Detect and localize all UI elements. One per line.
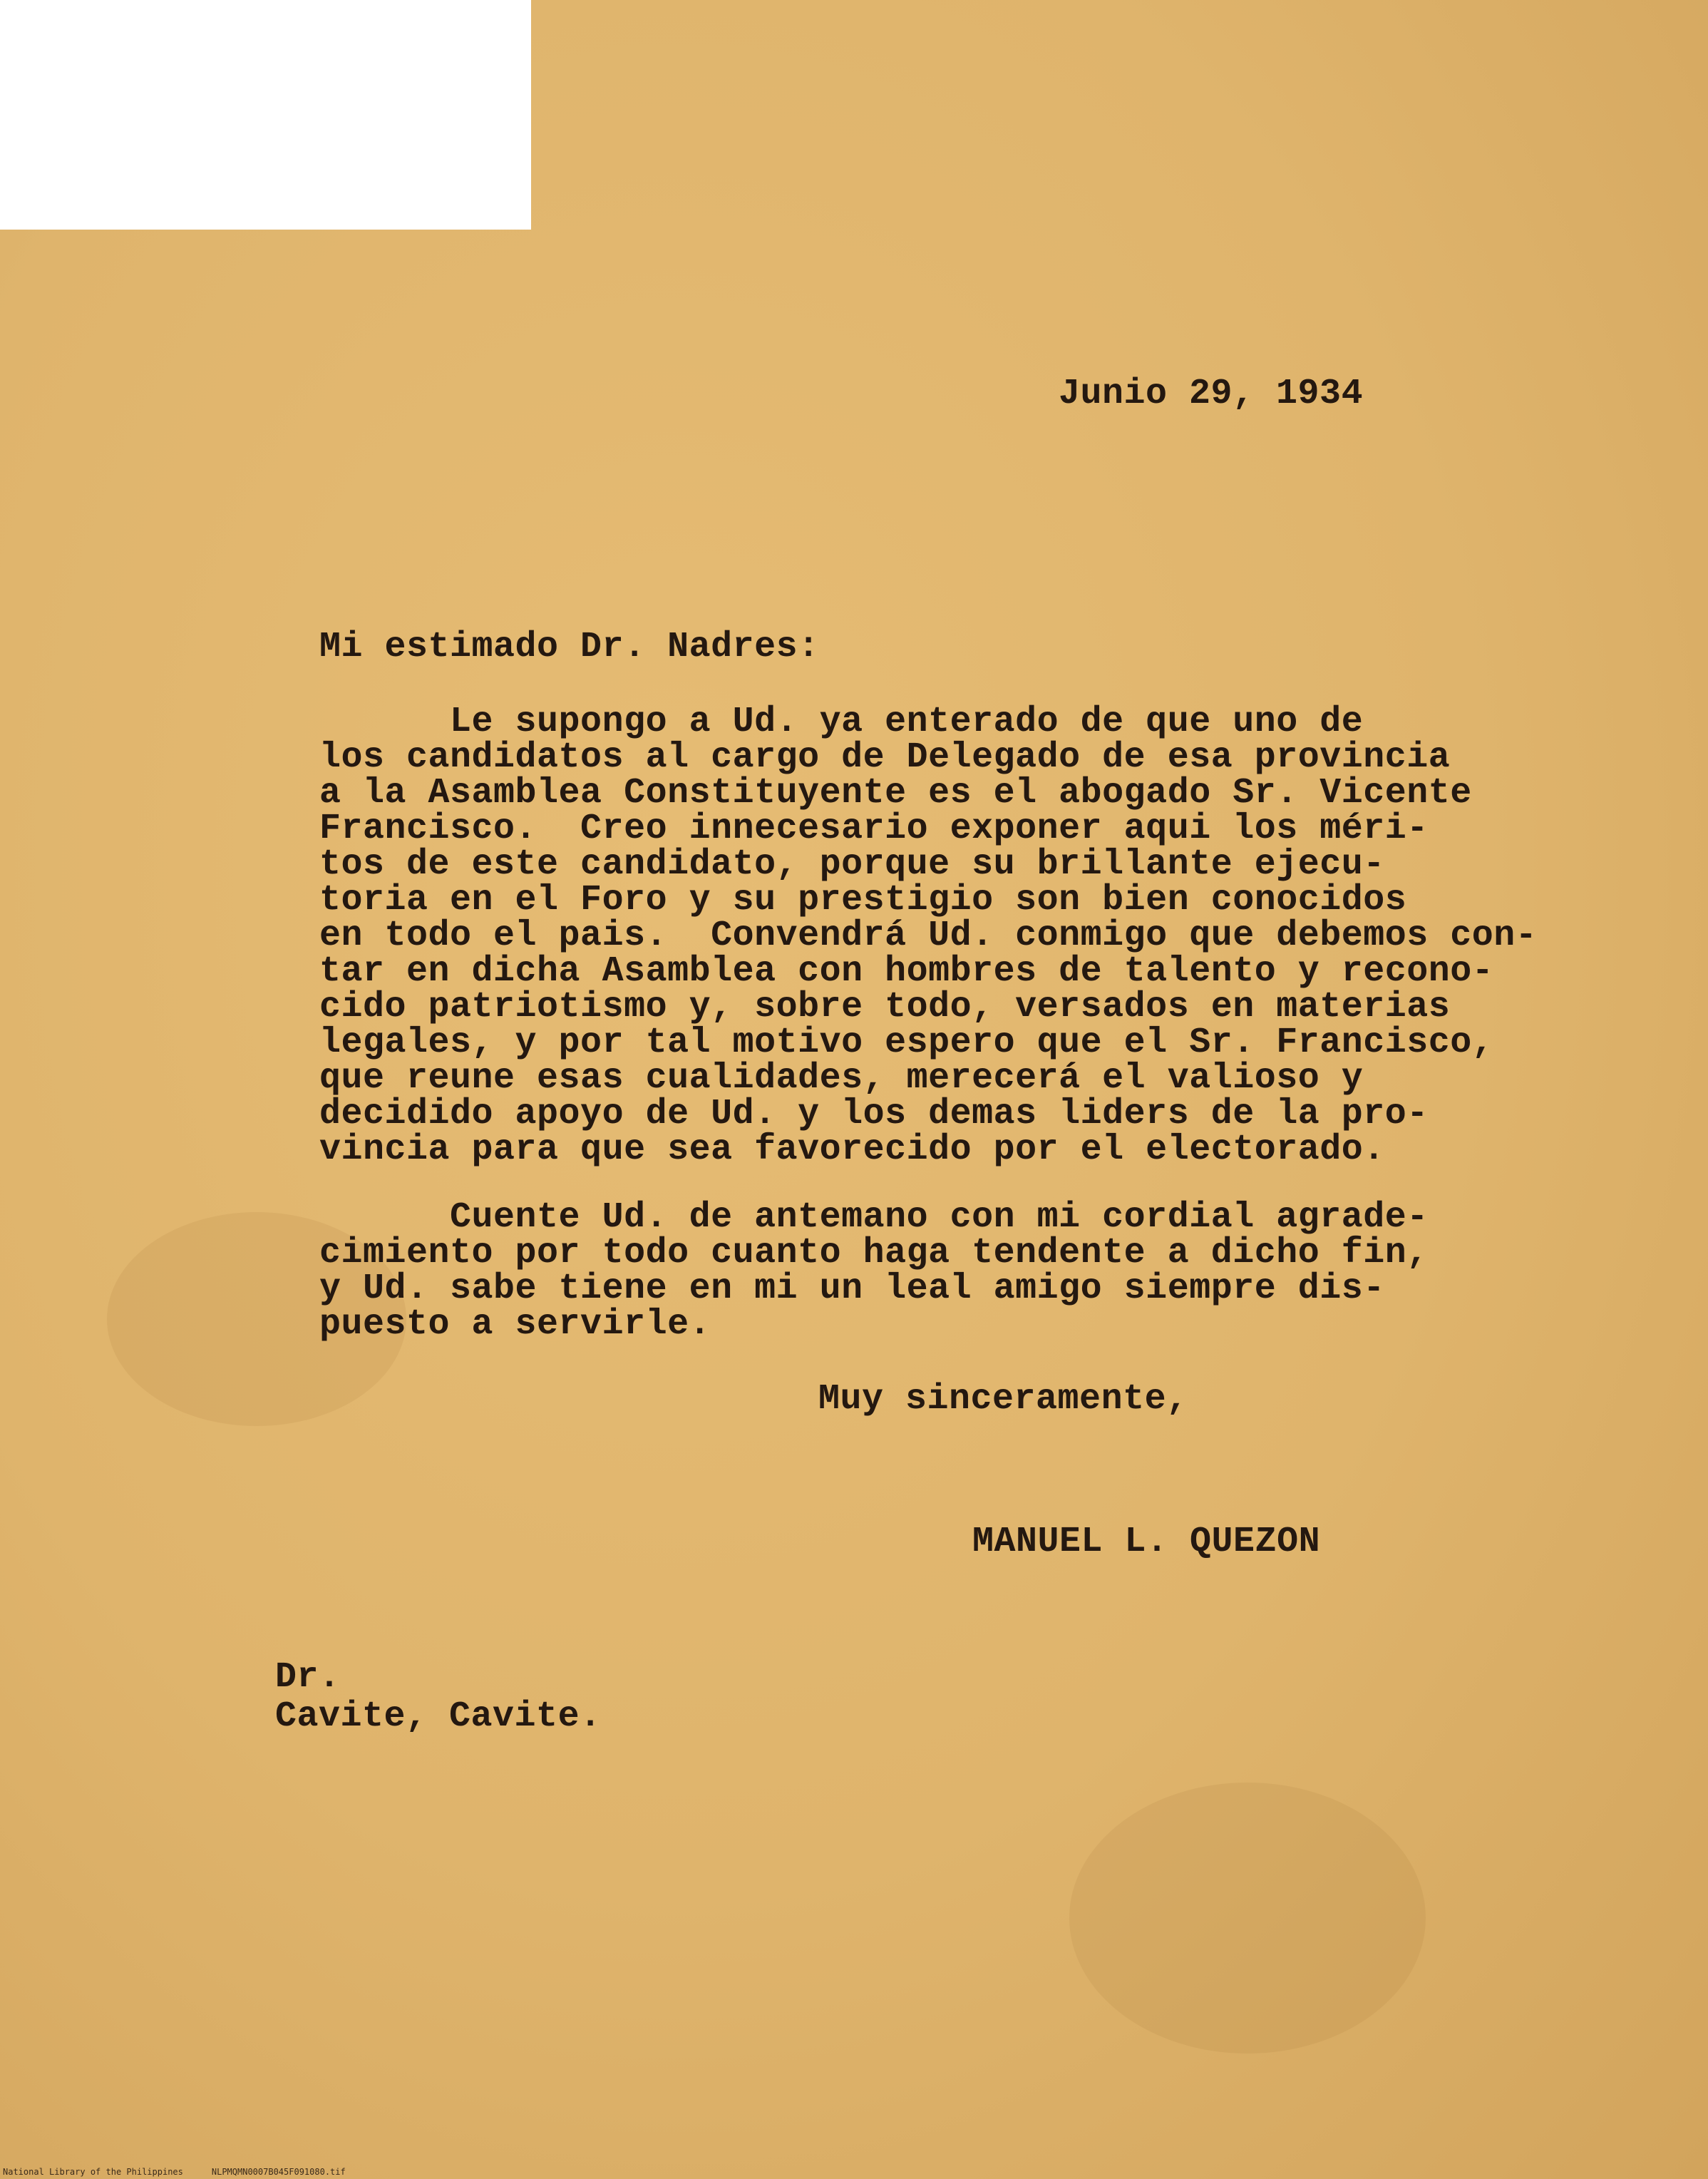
signature: MANUEL L. QUEZON xyxy=(972,1522,1321,1562)
paragraph-1-line: tos de este candidato, porque su brillante ejecu- xyxy=(319,844,1385,885)
letter-date: Junio 29, 1934 xyxy=(1059,374,1364,414)
footer-institution: National Library of the Philippines xyxy=(3,2167,183,2177)
paragraph-2-line: cimiento por todo cuanto haga tendente a dicho fin, xyxy=(319,1233,1429,1273)
recipient-line: Cavite, Cavite. xyxy=(275,1696,602,1737)
paragraph-2-line: y Ud. sabe tiene en mi un leal amigo siempre dis- xyxy=(319,1268,1385,1309)
archive-footer xyxy=(3,2167,346,2177)
paragraph-2-line: puesto a servirle. xyxy=(319,1304,711,1345)
salutation: Mi estimado Dr. Nadres: xyxy=(319,627,820,667)
footer-file-id: NLPMQMN0007B045F091080.tif xyxy=(211,2167,346,2177)
paragraph-1-line: vincia para que sea favorecido por el electorado. xyxy=(319,1129,1385,1170)
paragraph-1-line: Le supongo a Ud. ya enterado de que uno de xyxy=(319,702,1364,742)
paragraph-1-line: en todo el pais. Convendrá Ud. conmigo que debemos con- xyxy=(319,916,1538,956)
white-corner-patch xyxy=(0,0,531,230)
paragraph-1-line: legales, y por tal motivo espero que el Sr. Francisco, xyxy=(319,1022,1494,1063)
paragraph-1-line: toria en el Foro y su prestigio son bien conocidos xyxy=(319,880,1407,921)
paragraph-1-line: los candidatos al cargo de Delegado de esa provincia xyxy=(319,737,1451,778)
recipient-line: Dr. xyxy=(275,1657,341,1698)
paper-stain xyxy=(1069,1783,1426,2054)
closing: Muy sinceramente, xyxy=(818,1379,1188,1420)
paragraph-1-line: tar en dicha Asamblea con hombres de talento y recono- xyxy=(319,951,1494,992)
paragraph-1-line: que reune esas cualidades, merecerá el valioso y xyxy=(319,1058,1364,1099)
paragraph-2-line: Cuente Ud. de antemano con mi cordial agrade- xyxy=(319,1197,1429,1238)
paragraph-1-line: Francisco. Creo innecesario exponer aqui los méri- xyxy=(319,809,1429,849)
paragraph-1-line: decidido apoyo de Ud. y los demas liders de la pro- xyxy=(319,1094,1429,1134)
paragraph-1-line: cido patriotismo y, sobre todo, versados en materias xyxy=(319,987,1451,1027)
paragraph-1-line: a la Asamblea Constituyente es el abogado Sr. Vicente xyxy=(319,773,1472,814)
